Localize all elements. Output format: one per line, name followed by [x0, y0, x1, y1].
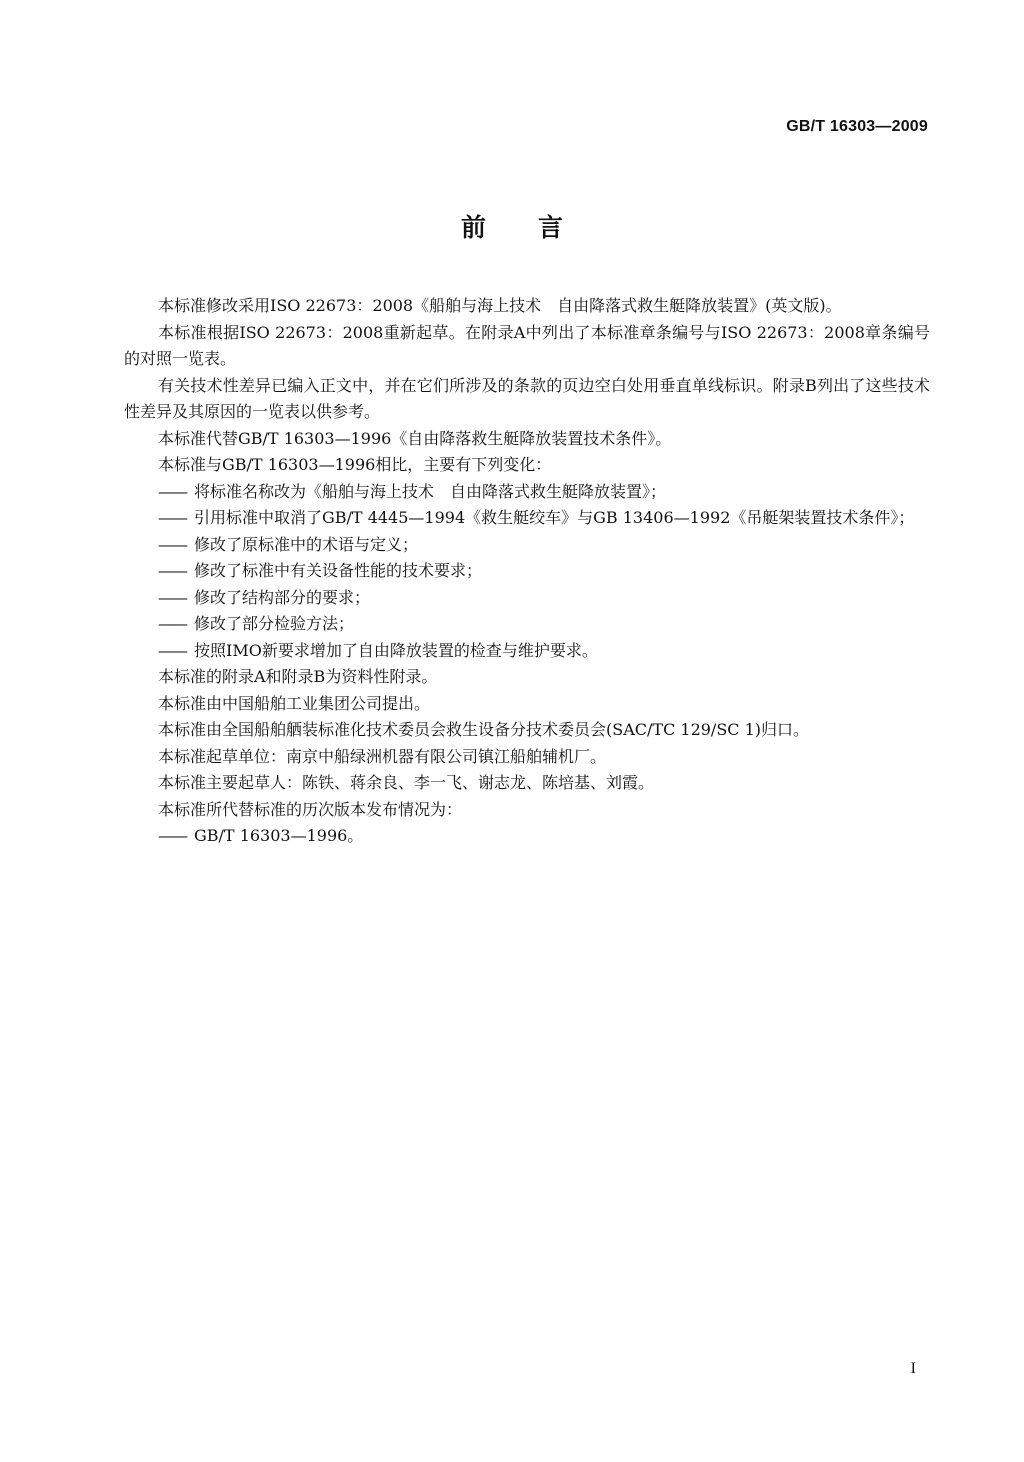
changes-list: [124, 479, 930, 665]
dash-marker: ——: [158, 534, 186, 554]
list-item-text: 按照IMO新要求增加了自由降放装置的检查与维护要求。: [194, 640, 598, 660]
paragraph-history-intro: 本标准所代替标准的历次版本发布情况为：: [158, 799, 463, 819]
list-item: [124, 585, 930, 612]
list-item-text: 引用标准中取消了GB/T 4445—1994《救生艇绞车》与GB 13406—1992《吊艇架装置技术条件》；: [194, 508, 915, 527]
dash-marker: ——: [158, 508, 186, 527]
list-item: [124, 638, 930, 665]
list-item: [124, 611, 930, 638]
paragraph-drafting-unit: 本标准起草单位：南京中船绿洲机器有限公司镇江船舶辅机厂。: [158, 746, 607, 766]
list-item-text: GB/T 16303—1996。: [194, 826, 364, 845]
list-item: [124, 532, 930, 559]
paragraph-drafting-basis: 本标准根据ISO 22673：2008重新起草。在附录A中列出了本标准章条编号与ISO 22673：2008章条编号的对照一览表。: [124, 322, 930, 368]
paragraph-replacement: 本标准代替GB/T 16303—1996《自由降落救生艇降放装置技术条件》。: [158, 428, 672, 448]
paragraph-drafters: 本标准主要起草人：陈铁、蒋余良、李一飞、谢志龙、陈培基、刘霞。: [158, 773, 655, 792]
list-item: [124, 479, 930, 506]
list-item-text: 修改了原标准中的术语与定义；: [194, 534, 419, 554]
list-item-text: 修改了结构部分的要求；: [194, 587, 371, 607]
document-body: [124, 293, 930, 850]
list-item: [124, 823, 930, 850]
dash-marker: ——: [158, 640, 186, 660]
dash-marker: ——: [158, 587, 186, 607]
standard-number: GB/T 16303—2009: [786, 118, 928, 135]
dash-marker: ——: [158, 561, 186, 580]
list-item-text: 修改了部分检验方法；: [194, 614, 355, 633]
paragraph-proposer: 本标准由中国船舶工业集团公司提出。: [158, 693, 431, 713]
list-item-text: 将标准名称改为《船舶与海上技术 自由降落式救生艇降放装置》；: [194, 481, 667, 501]
paragraph-administrator: 本标准由全国船舶舾装标准化技术委员会救生设备分技术委员会(SAC/TC 129/SC 1)归口。: [158, 720, 810, 739]
dash-marker: ——: [158, 614, 186, 633]
dash-marker: ——: [158, 481, 186, 501]
page-number: I: [910, 1360, 916, 1377]
paragraph-changes-intro: 本标准与GB/T 16303—1996相比，主要有下列变化：: [158, 455, 552, 474]
list-item-text: 修改了标准中有关设备性能的技术要求；: [194, 561, 483, 580]
list-item: [124, 505, 930, 532]
paragraph-technical-differences: 有关技术性差异已编入正文中，并在它们所涉及的条款的页边空白处用垂直单线标识。附录B列出了这些技术性差异及其原因的一览表以供参考。: [124, 375, 930, 421]
paragraph-annexes: 本标准的附录A和附录B为资料性附录。: [158, 667, 438, 686]
list-item: [124, 558, 930, 585]
history-list: [124, 823, 930, 850]
dash-marker: ——: [158, 826, 186, 845]
page-title: 前言: [460, 213, 615, 242]
paragraph-adoption: 本标准修改采用ISO 22673：2008《船舶与海上技术 自由降落式救生艇降放装置》(英文版)。: [158, 296, 842, 315]
